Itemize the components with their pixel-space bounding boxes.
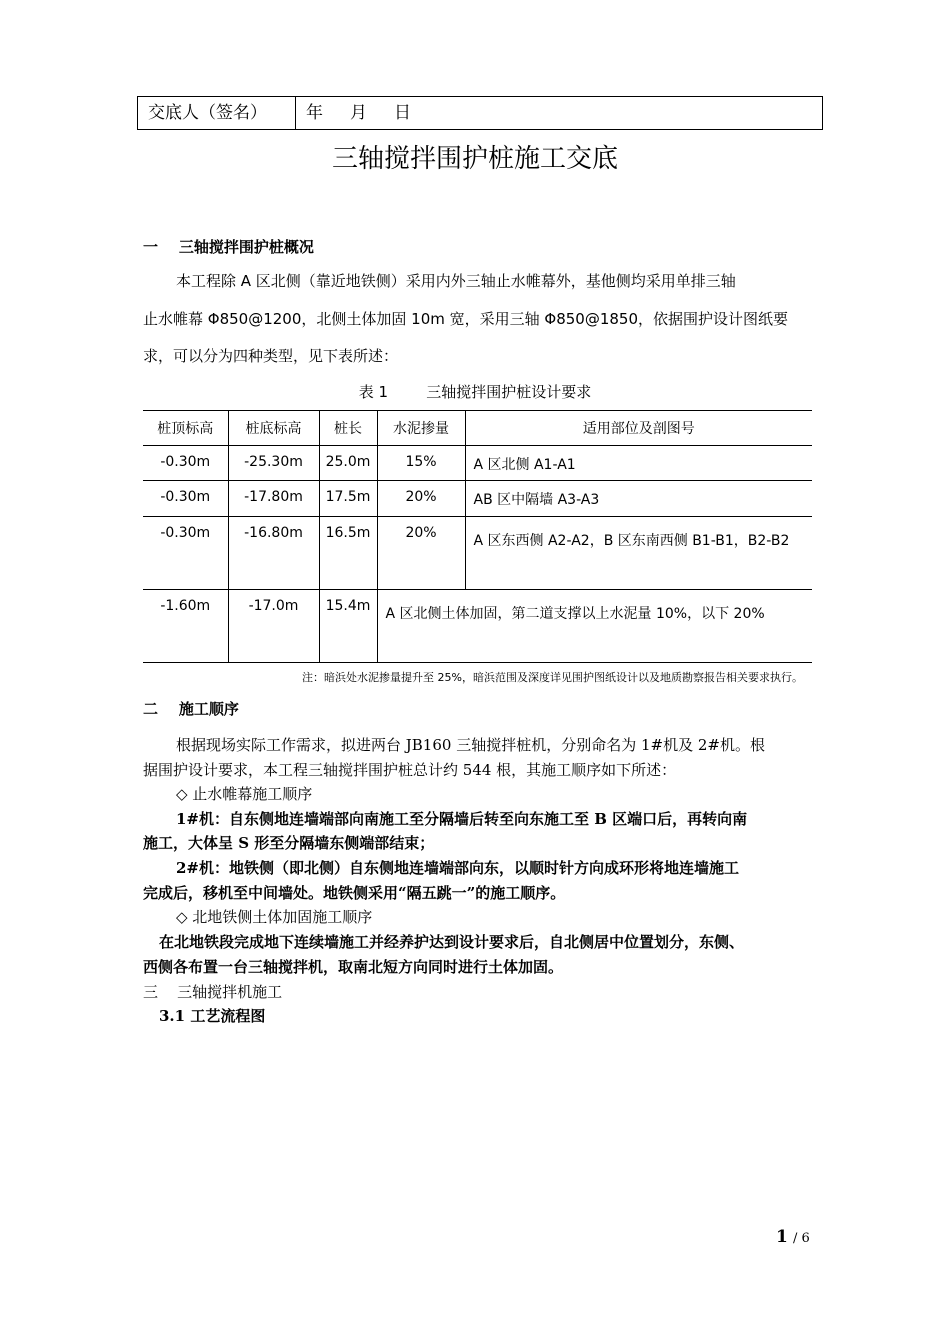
table-header-cell: 适用部位及剖图号: [465, 411, 812, 446]
section1-para-line2: 止水帷幕 Φ850@1200，北侧土体加固 10m 宽，采用三轴 Φ850@1850，依据围护设计图纸要: [143, 310, 788, 328]
table-cell: A 区东西侧 A2-A2，B 区东南西侧 B1-B1，B2-B2: [465, 517, 812, 590]
machine1-line1: 1#机：自东侧地连墙端部向南施工至分隔墙后转至向东施工至 B 区端口后，再转向南: [176, 810, 748, 828]
table-cell: -17.80m: [228, 481, 319, 517]
table-header-row: [143, 411, 812, 446]
sub-heading-cutoff: ◇ 止水帷幕施工顺序: [176, 785, 313, 803]
table-cell: -0.30m: [143, 481, 228, 517]
table-cell: -16.80m: [228, 517, 319, 590]
section2-intro-line2: 据围护设计要求，本工程三轴搅拌围护桩总计约 544 根，其施工顺序如下所述：: [143, 761, 677, 779]
table-cell: 20%: [377, 517, 465, 590]
document-title: 三轴搅拌围护桩施工交底: [331, 144, 618, 174]
table-cell: -17.0m: [228, 590, 319, 663]
table-cell: -0.30m: [143, 446, 228, 481]
page-total: / 6: [792, 1231, 810, 1246]
sub-heading-reinforcement: ◇ 北地铁侧土体加固施工顺序: [176, 908, 373, 926]
signature-table: [137, 96, 823, 130]
table-cell: 25.0m: [319, 446, 377, 481]
table-cell: A 区北侧 A1-A1: [465, 446, 812, 481]
machine1-line2: 施工，大体呈 S 形至分隔墙东侧端部结束；: [143, 834, 435, 852]
table-caption: 表 1 三轴搅拌围护桩设计要求: [358, 383, 592, 401]
machine2-line1: 2#机：地铁侧（即北侧）自东侧地连墙端部向东，以顺时针方向成环形将地连墙施工: [176, 859, 740, 877]
table-row: [143, 481, 812, 517]
section3-heading: 三 三轴搅拌机施工: [143, 983, 283, 1001]
north-line2: 西侧各布置一台三轴搅拌机，取南北短方向同时进行土体加固。: [143, 958, 564, 976]
table-row: [143, 590, 812, 663]
table-cell: -1.60m: [143, 590, 228, 663]
section1-heading: 一 三轴搅拌围护桩概况: [143, 238, 314, 256]
section2-intro-line1: 根据现场实际工作需求，拟进两台 JB160 三轴搅拌桩机，分别命名为 1#机及 2#机。根: [176, 736, 765, 754]
table-note: 注：暗浜处水泥掺量提升至 25%，暗浜范围及深度详见围护图纸设计以及地质勘察报告相关要求执行。: [302, 671, 803, 684]
table-cell: 15.4m: [319, 590, 377, 663]
section1-para-line1: 本工程除 A 区北侧（靠近地铁侧）采用内外三轴止水帷幕外，基他侧均采用单排三轴: [176, 272, 736, 290]
signer-label: 交底人（签名）: [138, 97, 296, 129]
section1-para-line3: 求，可以分为四种类型，见下表所述：: [143, 347, 399, 365]
north-line1: 在北地铁段完成地下连续墙施工并经养护达到设计要求后，自北侧居中位置划分，东侧、: [159, 933, 745, 951]
table-cell: -25.30m: [228, 446, 319, 481]
page-current: 1: [776, 1227, 788, 1247]
table-header-cell: 水泥掺量: [377, 411, 465, 446]
table-header-cell: 桩顶标高: [143, 411, 228, 446]
section2-heading: 二 施工顺序: [143, 700, 239, 718]
section3-subheading: 3.1 工艺流程图: [159, 1007, 266, 1025]
table-header-cell: 桩底标高: [228, 411, 319, 446]
table-cell: 17.5m: [319, 481, 377, 517]
spec-table: [143, 410, 812, 663]
table-cell: 20%: [377, 481, 465, 517]
table-row: [143, 446, 812, 481]
date-field: 年 月 日: [306, 103, 412, 123]
table-cell: AB 区中隔墙 A3-A3: [465, 481, 812, 517]
table-row: [143, 517, 812, 590]
machine2-line2: 完成后，移机至中间墙处。地铁侧采用“隔五跳一”的施工顺序。: [143, 884, 566, 902]
table-cell: 15%: [377, 446, 465, 481]
page-number: [776, 1227, 810, 1247]
table-cell: -0.30m: [143, 517, 228, 590]
table-cell: 16.5m: [319, 517, 377, 590]
table-header-cell: 桩长: [319, 411, 377, 446]
table-cell: A 区北侧土体加固，第二道支撑以上水泥量 10%，以下 20%: [377, 590, 812, 663]
